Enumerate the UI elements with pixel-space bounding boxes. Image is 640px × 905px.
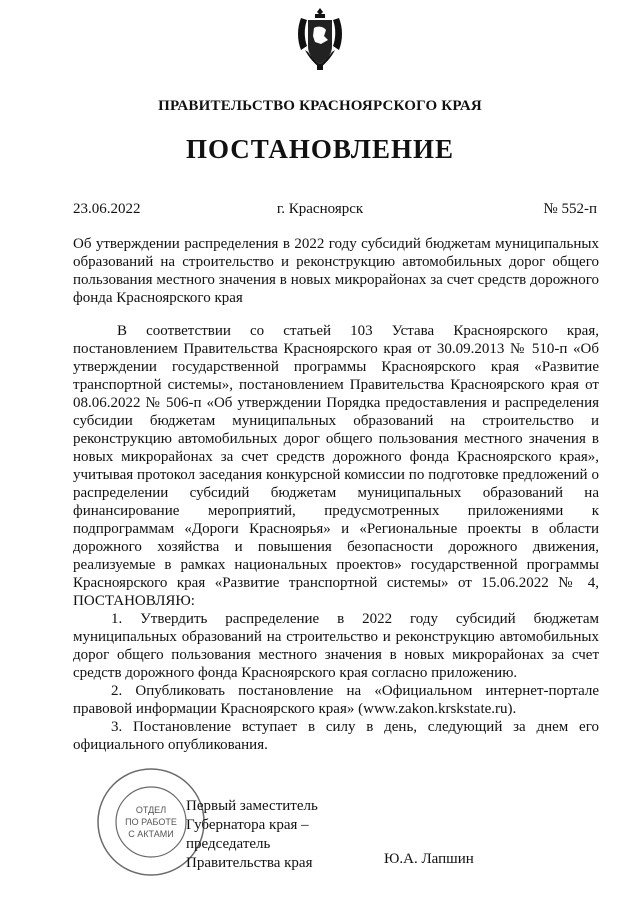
signatory-position-line-1: Первый заместитель: [186, 798, 318, 814]
stamp-line-3: С АКТАМИ: [128, 829, 174, 839]
organization-title: ПРАВИТЕЛЬСТВО КРАСНОЯРСКОГО КРАЯ: [158, 98, 482, 114]
document-city: г. Красноярск: [276, 201, 364, 217]
signatory-position: [186, 797, 318, 873]
signatory-position-line-4: Правительства края: [186, 855, 313, 871]
body-item-2: 2. Опубликовать постановление на «Официальном интернет-портале правовой информации Красноярского края» (www.zakon.krskstate.ru).: [73, 683, 599, 717]
document-type-title: ПОСТАНОВЛЕНИЕ: [185, 134, 455, 164]
document-subject: Об утверждении распределения в 2022 году субсидий бюджетам муниципальных образований на строительство и реконструкцию автомобильных дорог общего пользования местного значения в новых микрорайонах за счет средств дорожного фонда Красноярского края: [73, 236, 599, 306]
document-number: № 552-п: [543, 201, 597, 217]
body-item-1: 1. Утвердить распределение в 2022 году субсидий бюджетам муниципальных образований на строительство и реконструкцию автомобильных дорог общего пользования местного значения в новых микрорайонах за счет средств дорожного фонда Красноярского края согласно приложению.: [73, 611, 599, 681]
stamp-line-2: ПО РАБОТЕ: [125, 817, 177, 827]
signatory-position-line-3: председатель: [186, 836, 271, 852]
document-body: [73, 322, 599, 754]
body-item-3: 3. Постановление вступает в силу в день, следующий за днем его официального опубликования.: [73, 719, 599, 753]
signatory-name: Ю.А. Лапшин: [384, 851, 474, 867]
body-preamble: В соответствии со статьей 103 Устава Красноярского края, постановлением Правительства Красноярского края от 30.09.2013 № 510-п «Об утверждении государственной программы Красноярского края «Развитие транспортной системы», постановлением Правительства Красноярского края от 08.06.2022 № 506-п «Об утверждении Порядка предоставления и распределения субсидии бюджетам муниципальных образований на строительство и реконструкцию автомобильных дорог общего пользования местного значения в новых микрорайонах за счет средств дорожного фонда Красноярского края», учитывая протокол заседания конкурсной комиссии по подготовке предложений о распределении субсидий бюджетам муниципальных образований на финансирование мероприятий, предусмотренных приложениями к подпрограммам «Дороги Красноярья» и «Региональные проекты в области дорожного хозяйства и повышения безопасности дорожного движения, реализуемые в рамках национальных проектов» государственной программы Красноярского края «Развитие транспортной системы» от 15.06.2022 № 4, ПОСТАНОВЛЯЮ:: [73, 323, 599, 609]
document-date: 23.06.2022: [73, 201, 141, 217]
signatory-position-line-2: Губернатора края –: [186, 817, 309, 833]
stamp-line-1: ОТДЕЛ: [135, 805, 167, 815]
coat-of-arms-emblem: [295, 6, 345, 72]
